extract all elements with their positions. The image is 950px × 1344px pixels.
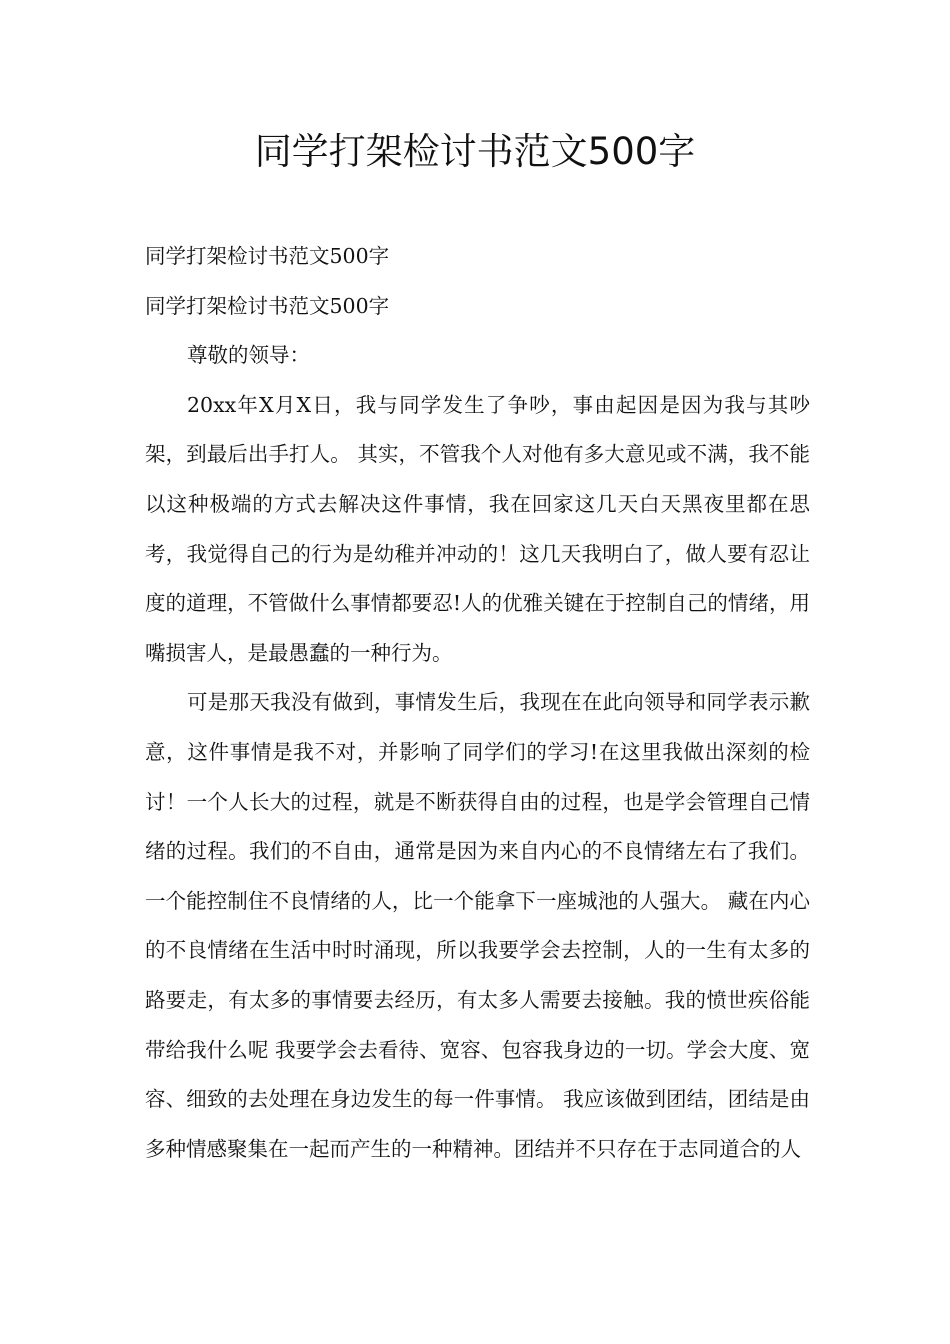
paragraph-subtitle-1: 同学打架检讨书范文500字: [145, 244, 390, 268]
paragraph-body-1: 20xx年X月X日，我与同学发生了争吵，事由起因是因为我与其吵架，到最后出手打人。 其实，不管我个人对他有多大意见或不满，我不能以这种极端的方式去解决这件事情，我在回家这几天白天黑夜里都在思考，我觉得自己的行为是幼稚并冲动的！这几天我明白了，做人要有忍让度的道理，不管做什么事情都要忍!人的优雅关键在于控制自己的情绪，用嘴损害人，是最愚蠢的一种行为。: [145, 392, 810, 665]
document-title: 同学打架检讨书范文500字: [254, 130, 696, 173]
document-body: [145, 232, 810, 1174]
paragraph-subtitle-2: 同学打架检讨书范文500字: [145, 293, 390, 318]
paragraph-body-2: 可是那天我没有做到，事情发生后，我现在在此向领导和同学表示歉意，这件事情是我不对，并影响了同学们的学习!在这里我做出深刻的检讨！一个人长大的过程，就是不断获得自由的过程，也是学会管理自己情绪的过程。我们的不自由，通常是因为来自内心的不良情绪左右了我们。一个能控制住不良情绪的人，比一个能拿下一座城池的人强大。 藏在内心的不良情绪在生活中时时涌现，所以我要学会去控制，人的一生有太多的路要走，有太多的事情要去经历，有太多人需要去接触。我的愤世疾俗能带给我什么呢 我要学会去看待、宽容、包容我身边的一切。学会大度、宽容、细致的去处理在身边发生的每一件事情。 我应该做到团结，团结是由多种情感聚集在一起而产生的一种精神。团结并不只存在于志同道合的人: [145, 690, 810, 1161]
salutation: 尊敬的领导：: [187, 343, 310, 368]
